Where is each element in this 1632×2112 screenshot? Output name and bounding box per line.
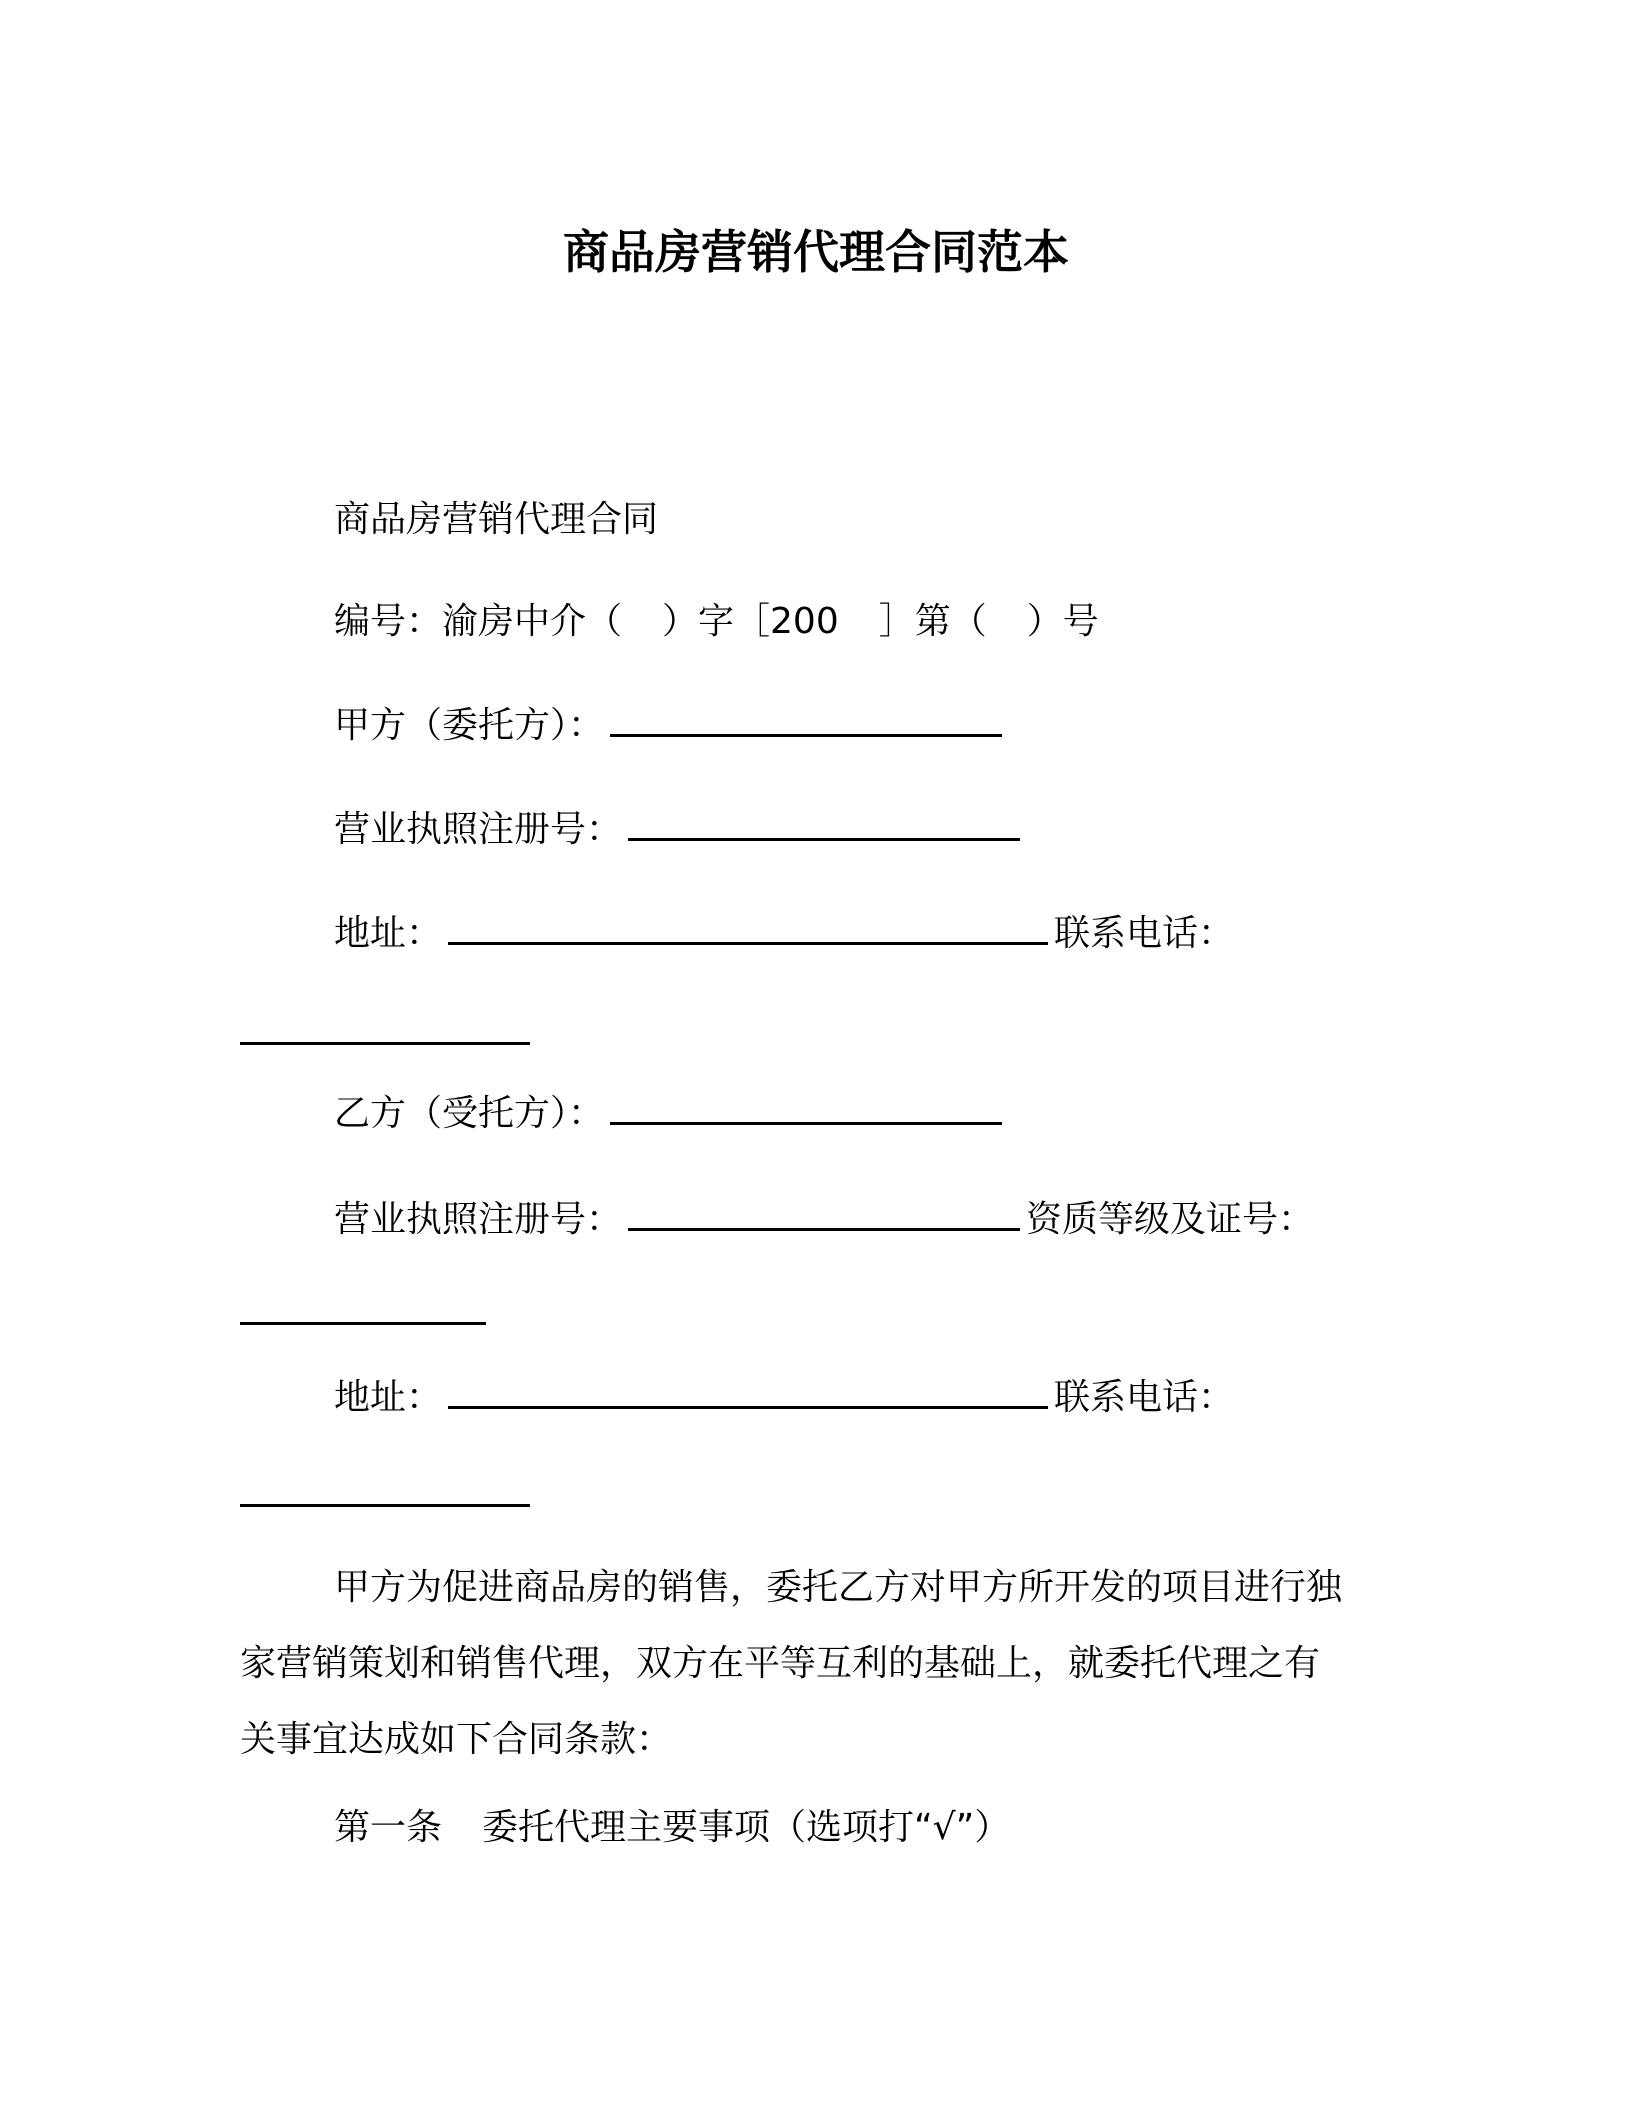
article-1-number: 第一条 <box>334 1807 443 1848</box>
party-b-line <box>334 1090 1008 1138</box>
party-b-label: 乙方（受托方）： <box>334 1093 605 1134</box>
party-a-license-line <box>334 806 1026 854</box>
party-b-phone-label: 联系电话： <box>1054 1377 1235 1418</box>
party-a-blank[interactable] <box>610 708 1002 737</box>
party-a-license-blank[interactable] <box>628 812 1020 841</box>
party-b-license-blank[interactable] <box>628 1202 1020 1231</box>
party-a-address-line <box>334 910 1234 958</box>
party-a-label: 甲方（委托方）： <box>334 705 605 746</box>
page-title: 商品房营销代理合同范本 <box>563 225 1069 279</box>
number-prefix: 编号：渝房中介（ <box>334 601 623 642</box>
preamble-line-1: 甲方为促进商品房的销售，委托乙方对甲方所开发的项目进行独 <box>334 1567 1343 1608</box>
party-b-qualification-line <box>240 1290 492 1338</box>
party-b-address-blank[interactable] <box>448 1380 1048 1409</box>
contract-name: 商品房营销代理合同 <box>334 499 659 540</box>
article-1-heading <box>334 1804 1010 1852</box>
preamble-line-3: 关事宜达成如下合同条款： <box>240 1719 673 1760</box>
article-1-title: 委托代理主要事项（选项打“√”） <box>482 1807 1011 1848</box>
contract-number-line <box>334 598 1099 646</box>
party-b-license-label: 营业执照注册号： <box>334 1199 623 1240</box>
preamble-line-2: 家营销策划和销售代理，双方在平等互利的基础上，就委托代理之有 <box>240 1643 1321 1684</box>
party-a-line <box>334 702 1008 750</box>
number-suffix: ）号 <box>1026 601 1099 642</box>
party-a-phone-label: 联系电话： <box>1054 913 1235 954</box>
party-b-qualification-label: 资质等级及证号： <box>1026 1199 1315 1240</box>
party-a-phone-blank[interactable] <box>240 1016 530 1045</box>
party-b-blank[interactable] <box>610 1096 1002 1125</box>
party-b-phone-line <box>240 1472 536 1520</box>
party-a-license-label: 营业执照注册号： <box>334 809 623 850</box>
number-mid2: ］第（ <box>878 601 987 642</box>
party-a-address-blank[interactable] <box>448 916 1048 945</box>
party-b-license-line <box>334 1196 1314 1244</box>
party-b-address-line <box>334 1374 1234 1422</box>
party-b-qualification-blank[interactable] <box>240 1296 486 1325</box>
number-mid1: ）字［200 <box>662 601 839 642</box>
party-a-address-label: 地址： <box>334 913 443 954</box>
party-b-phone-blank[interactable] <box>240 1478 530 1507</box>
party-b-address-label: 地址： <box>334 1377 443 1418</box>
party-a-phone-line <box>240 1010 536 1058</box>
